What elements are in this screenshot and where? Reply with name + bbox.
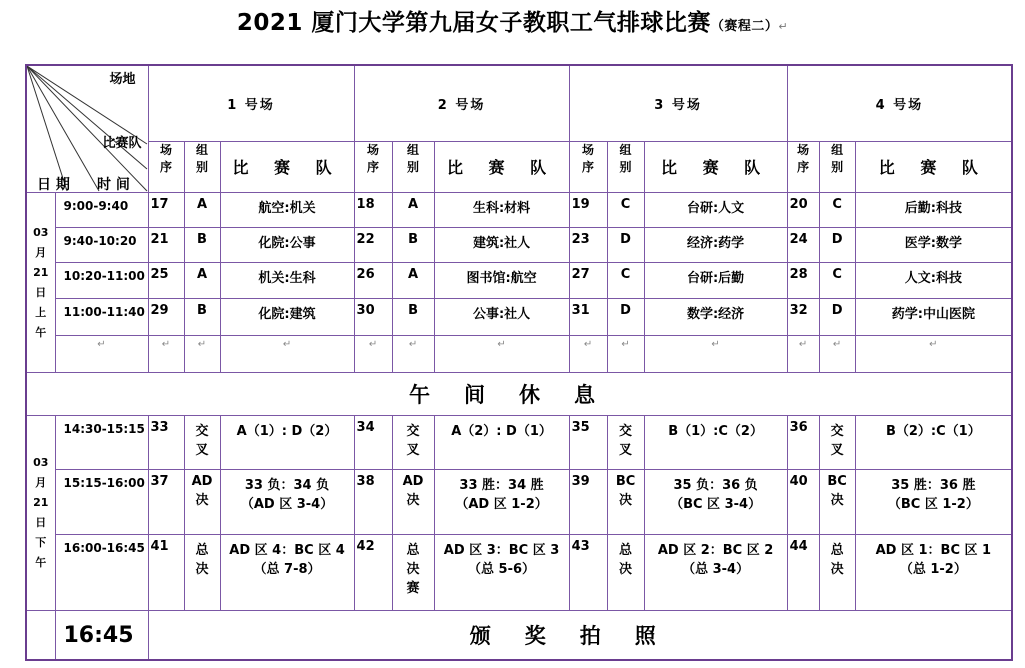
game-seq: 44 [787, 535, 819, 611]
game-seq: 40 [787, 469, 819, 534]
court-header-row [26, 65, 1012, 141]
game-seq: 21 [148, 228, 184, 263]
game-teams: 公事:社人 [434, 299, 569, 336]
game-group: 交 叉 [607, 415, 644, 469]
seq-header: 场 序 [569, 141, 607, 192]
game-teams: 航空:机关 [220, 192, 354, 227]
game-teams: 33 负：34 负 （AD 区 3-4） [220, 469, 354, 534]
game-seq: 37 [148, 469, 184, 534]
game-group: C [819, 263, 855, 299]
corner-label-time: 时 间 [97, 177, 130, 193]
schedule-row [26, 228, 1012, 263]
game-teams: 台研:人文 [644, 192, 787, 227]
game-teams: 生科:材料 [434, 192, 569, 227]
game-teams: AD 区 4：BC 区 4 （总 7-8） [220, 535, 354, 611]
schedule-table [25, 64, 1013, 661]
game-group: D [819, 228, 855, 263]
game-teams: 机关:生科 [220, 263, 354, 299]
game-seq: 33 [148, 415, 184, 469]
game-group: D [819, 299, 855, 336]
ceremony-time: 16:45 [55, 611, 148, 660]
group-header: 组 别 [184, 141, 220, 192]
game-group: B [184, 228, 220, 263]
game-seq: 20 [787, 192, 819, 227]
game-teams: 建筑:社人 [434, 228, 569, 263]
paragraph-mark: ↵ [778, 20, 789, 33]
game-seq: 28 [787, 263, 819, 299]
time-slot: 14:30-15:15 [55, 415, 148, 469]
ceremony-row [26, 611, 1012, 660]
game-teams: 化院:建筑 [220, 299, 354, 336]
teams-header: 比 赛 队 [434, 141, 569, 192]
time-slot: 9:40-10:20 [55, 228, 148, 263]
game-teams: 后勤:科技 [855, 192, 1012, 227]
teams-header: 比 赛 队 [855, 141, 1012, 192]
game-group: B [392, 228, 434, 263]
column-header-row [26, 141, 1012, 192]
time-slot: 9:00-9:40 [55, 192, 148, 227]
game-group: A [184, 192, 220, 227]
game-seq: 26 [354, 263, 392, 299]
seq-header: 场 序 [354, 141, 392, 192]
game-teams: 化院:公事 [220, 228, 354, 263]
court-4-header: 4 号场 [787, 65, 1012, 141]
game-group: AD 决 [184, 469, 220, 534]
game-group: 总 决 [607, 535, 644, 611]
game-group: 总 决 赛 [392, 535, 434, 611]
game-seq: 22 [354, 228, 392, 263]
game-group: A [392, 192, 434, 227]
game-seq: 38 [354, 469, 392, 534]
game-teams: 经济:药学 [644, 228, 787, 263]
game-seq: 41 [148, 535, 184, 611]
schedule-row [26, 535, 1012, 611]
game-group: BC 决 [819, 469, 855, 534]
time-slot: 11:00-11:40 [55, 299, 148, 336]
game-group: 交 叉 [184, 415, 220, 469]
game-seq: 19 [569, 192, 607, 227]
game-group: B [184, 299, 220, 336]
game-teams: 33 胜：34 胜 （AD 区 1-2） [434, 469, 569, 534]
seq-header: 场 序 [787, 141, 819, 192]
teams-header: 比 赛 队 [644, 141, 787, 192]
afternoon-date-label: 03 月 21 日 下 午 [26, 415, 55, 611]
game-teams: A（2）: D（1） [434, 415, 569, 469]
game-group: 交 叉 [819, 415, 855, 469]
time-slot: 10:20-11:00 [55, 263, 148, 299]
game-seq: 25 [148, 263, 184, 299]
game-seq: 17 [148, 192, 184, 227]
court-2-header: 2 号场 [354, 65, 569, 141]
ceremony-label: 颁奖拍照 [148, 611, 1012, 660]
game-group: D [607, 299, 644, 336]
game-seq: 31 [569, 299, 607, 336]
seq-header: 场 序 [148, 141, 184, 192]
game-seq: 29 [148, 299, 184, 336]
game-seq: 36 [787, 415, 819, 469]
game-group: 总 决 [819, 535, 855, 611]
lunch-break-row [26, 373, 1012, 415]
game-seq: 32 [787, 299, 819, 336]
group-header: 组 别 [607, 141, 644, 192]
game-teams: 35 胜：36 胜 （BC 区 1-2） [855, 469, 1012, 534]
game-teams: 数学:经济 [644, 299, 787, 336]
game-group: B [392, 299, 434, 336]
group-header: 组 别 [392, 141, 434, 192]
corner-label-team: 比赛队 [102, 136, 142, 151]
schedule-row [26, 415, 1012, 469]
game-group: 总 决 [184, 535, 220, 611]
game-teams: 35 负：36 负 （BC 区 3-4） [644, 469, 787, 534]
teams-header: 比 赛 队 [220, 141, 354, 192]
game-teams: B（1）:C（2） [644, 415, 787, 469]
group-header: 组 别 [819, 141, 855, 192]
game-group: C [819, 192, 855, 227]
game-teams: B（2）:C（1） [855, 415, 1012, 469]
game-seq: 27 [569, 263, 607, 299]
corner-cell [26, 65, 148, 192]
schedule-row [26, 263, 1012, 299]
morning-date-label: 03 月 21 日 上 午 [26, 192, 55, 373]
game-teams: 台研:后勤 [644, 263, 787, 299]
game-teams: 人文:科技 [855, 263, 1012, 299]
game-teams: AD 区 3：BC 区 3 （总 5-6） [434, 535, 569, 611]
game-group: A [392, 263, 434, 299]
game-seq: 42 [354, 535, 392, 611]
game-seq: 24 [787, 228, 819, 263]
game-teams: 图书馆:航空 [434, 263, 569, 299]
game-seq: 30 [354, 299, 392, 336]
corner-label-venue: 场地 [109, 72, 136, 87]
schedule-row [26, 192, 1012, 227]
game-group: 交 叉 [392, 415, 434, 469]
game-group: AD 决 [392, 469, 434, 534]
game-group: C [607, 192, 644, 227]
game-group: D [607, 228, 644, 263]
game-seq: 34 [354, 415, 392, 469]
time-slot: 16:00-16:45 [55, 535, 148, 611]
game-group: BC 决 [607, 469, 644, 534]
empty-row: ↵ ↵ ↵ ↵ ↵ ↵ ↵ ↵ ↵ ↵ ↵ ↵ ↵ [26, 336, 1012, 373]
title-main: 2021 厦门大学第九届女子教职工气排球比赛 [236, 10, 711, 36]
time-slot: 15:15-16:00 [55, 469, 148, 534]
corner-label-date: 日 期 [37, 177, 70, 193]
game-teams: AD 区 1：BC 区 1 （总 1-2） [855, 535, 1012, 611]
game-group: C [607, 263, 644, 299]
game-teams: A（1）: D（2） [220, 415, 354, 469]
schedule-row [26, 469, 1012, 534]
title-sub: （赛程二） [710, 19, 779, 34]
game-seq: 35 [569, 415, 607, 469]
court-1-header: 1 号场 [148, 65, 354, 141]
game-teams: AD 区 2：BC 区 2 （总 3-4） [644, 535, 787, 611]
page-title [0, 4, 1025, 37]
court-3-header: 3 号场 [569, 65, 787, 141]
lunch-break-label: 午间休息 [26, 373, 1012, 415]
game-group: A [184, 263, 220, 299]
game-seq: 23 [569, 228, 607, 263]
game-seq: 18 [354, 192, 392, 227]
game-seq: 43 [569, 535, 607, 611]
game-teams: 医学:数学 [855, 228, 1012, 263]
ceremony-blank [26, 611, 55, 660]
game-seq: 39 [569, 469, 607, 534]
schedule-row [26, 299, 1012, 336]
game-teams: 药学:中山医院 [855, 299, 1012, 336]
